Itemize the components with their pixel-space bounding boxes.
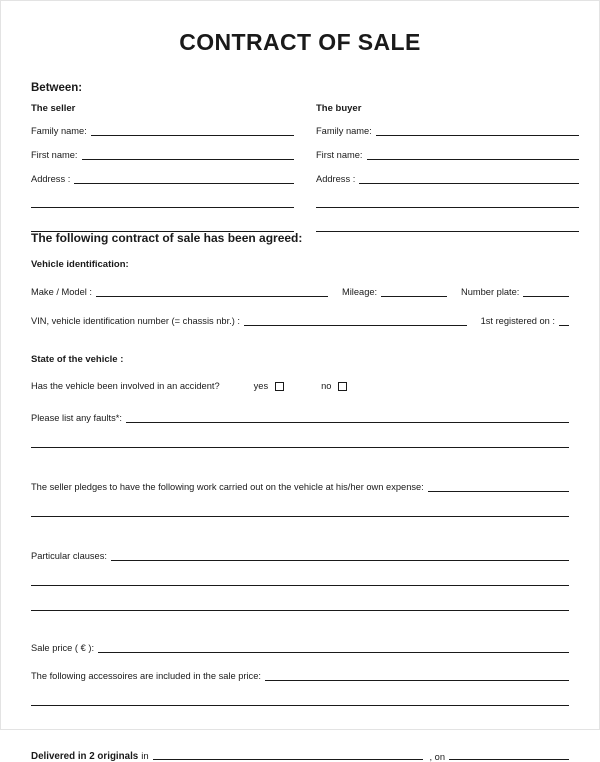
- faults-label: Please list any faults*:: [31, 413, 122, 423]
- buyer-address-row: [316, 162, 579, 186]
- buyer-column: [316, 103, 579, 234]
- seller-heading: The seller: [31, 103, 76, 114]
- buyer-family-name-row: [316, 114, 579, 138]
- faults-row: [31, 403, 569, 425]
- faults-input-line2[interactable]: [31, 447, 569, 448]
- accessories-row: [31, 661, 569, 683]
- page-title: CONTRACT OF SALE: [179, 29, 421, 55]
- accident-question-label: Has the vehicle been involved in an accident?: [31, 381, 220, 391]
- particular-clauses-line3-row: [31, 588, 569, 613]
- make-model-label: Make / Model :: [31, 287, 92, 297]
- particular-clauses-input-line2[interactable]: [31, 585, 569, 586]
- pledge-input[interactable]: [428, 491, 569, 492]
- vehicle-identification-row-2: [31, 303, 569, 328]
- buyer-family-name-input[interactable]: [376, 135, 579, 136]
- accessories-line2-row: [31, 683, 569, 708]
- accident-question-row: [31, 375, 569, 397]
- sale-price-label: Sale price ( € ):: [31, 643, 95, 653]
- number-plate-group: [461, 286, 569, 299]
- buyer-address-input-line3[interactable]: [316, 231, 579, 232]
- pledge-input-line2[interactable]: [31, 516, 569, 517]
- buyer-address-line2-row: [316, 186, 579, 210]
- first-registered-input[interactable]: [559, 325, 569, 326]
- vehicle-identification-row-1: [31, 274, 569, 299]
- buyer-address-input-line2[interactable]: [316, 207, 579, 208]
- seller-address-input-line2[interactable]: [31, 207, 294, 208]
- sale-price-row: [31, 633, 569, 655]
- agreed-heading: The following contract of sale has been agreed:: [31, 231, 303, 245]
- make-model-input[interactable]: [96, 296, 328, 297]
- state-of-vehicle-heading: State of the vehicle :: [31, 354, 124, 365]
- accessories-label: The following accessoires are included in the sale price:: [31, 671, 261, 681]
- buyer-first-name-row: [316, 138, 579, 162]
- seller-address-label: Address :: [31, 174, 71, 184]
- faults-line2-row: [31, 425, 569, 450]
- particular-clauses-line2-row: [31, 563, 569, 588]
- seller-first-name-input[interactable]: [82, 159, 295, 160]
- faults-input[interactable]: [126, 422, 569, 423]
- pledge-label: The seller pledges to have the following work carried out on the vehicle at his/her own expense:: [31, 482, 424, 492]
- particular-clauses-label: Particular clauses:: [31, 551, 107, 561]
- particular-clauses-input[interactable]: [111, 560, 569, 561]
- accessories-input-line2[interactable]: [31, 705, 569, 706]
- accident-no-option[interactable]: [321, 381, 347, 391]
- delivered-label-in: in: [141, 751, 149, 762]
- number-plate-label: Number plate:: [461, 287, 520, 297]
- vin-input[interactable]: [244, 325, 467, 326]
- buyer-family-name-label: Family name:: [316, 126, 372, 136]
- particular-clauses-row: [31, 541, 569, 563]
- buyer-address-line3-row: [316, 210, 579, 234]
- seller-address-row: [31, 162, 294, 186]
- buyer-first-name-input[interactable]: [367, 159, 580, 160]
- seller-family-name-input[interactable]: [91, 135, 294, 136]
- accident-yes-checkbox[interactable]: [275, 382, 284, 391]
- parties-block: [31, 103, 569, 223]
- buyer-address-input[interactable]: [359, 183, 579, 184]
- mileage-input[interactable]: [381, 296, 447, 297]
- seller-address-line3-row: [31, 210, 294, 234]
- contract-sheet: [1, 1, 599, 762]
- seller-family-name-label: Family name:: [31, 126, 87, 136]
- seller-first-name-row: [31, 138, 294, 162]
- seller-address-input[interactable]: [74, 183, 294, 184]
- pledge-row: [31, 472, 569, 494]
- make-model-group: [31, 286, 328, 299]
- seller-first-name-label: First name:: [31, 150, 78, 160]
- delivered-on-label: , on: [429, 752, 445, 762]
- accident-yes-option[interactable]: [254, 381, 284, 391]
- first-registered-label: 1st registered on :: [480, 316, 555, 326]
- vin-label: VIN, vehicle identification number (= chassis nbr.) :: [31, 316, 241, 326]
- vehicle-identification-heading: Vehicle identification:: [31, 259, 129, 270]
- accessories-input[interactable]: [265, 680, 569, 681]
- delivered-label-strong: Delivered in 2 originals: [31, 751, 139, 762]
- vin-group: [31, 315, 467, 328]
- between-label: Between:: [31, 82, 83, 94]
- delivered-date-input[interactable]: [449, 759, 569, 760]
- seller-family-name-row: [31, 114, 294, 138]
- delivered-place-input[interactable]: [153, 759, 424, 760]
- accident-no-label: no: [321, 381, 332, 391]
- delivered-row: [31, 740, 569, 762]
- number-plate-input[interactable]: [523, 296, 569, 297]
- buyer-first-name-label: First name:: [316, 150, 363, 160]
- mileage-label: Mileage:: [342, 287, 378, 297]
- accident-no-checkbox[interactable]: [338, 382, 347, 391]
- first-registered-group: [481, 315, 569, 328]
- sale-price-input[interactable]: [98, 652, 569, 653]
- seller-column: [31, 103, 294, 234]
- pledge-line2-row: [31, 494, 569, 519]
- particular-clauses-input-line3[interactable]: [31, 610, 569, 611]
- buyer-heading: The buyer: [316, 103, 362, 114]
- seller-address-line2-row: [31, 186, 294, 210]
- mileage-group: [342, 286, 447, 299]
- buyer-address-label: Address :: [316, 174, 356, 184]
- seller-address-input-line3[interactable]: [31, 231, 294, 232]
- accident-yes-label: yes: [253, 381, 269, 391]
